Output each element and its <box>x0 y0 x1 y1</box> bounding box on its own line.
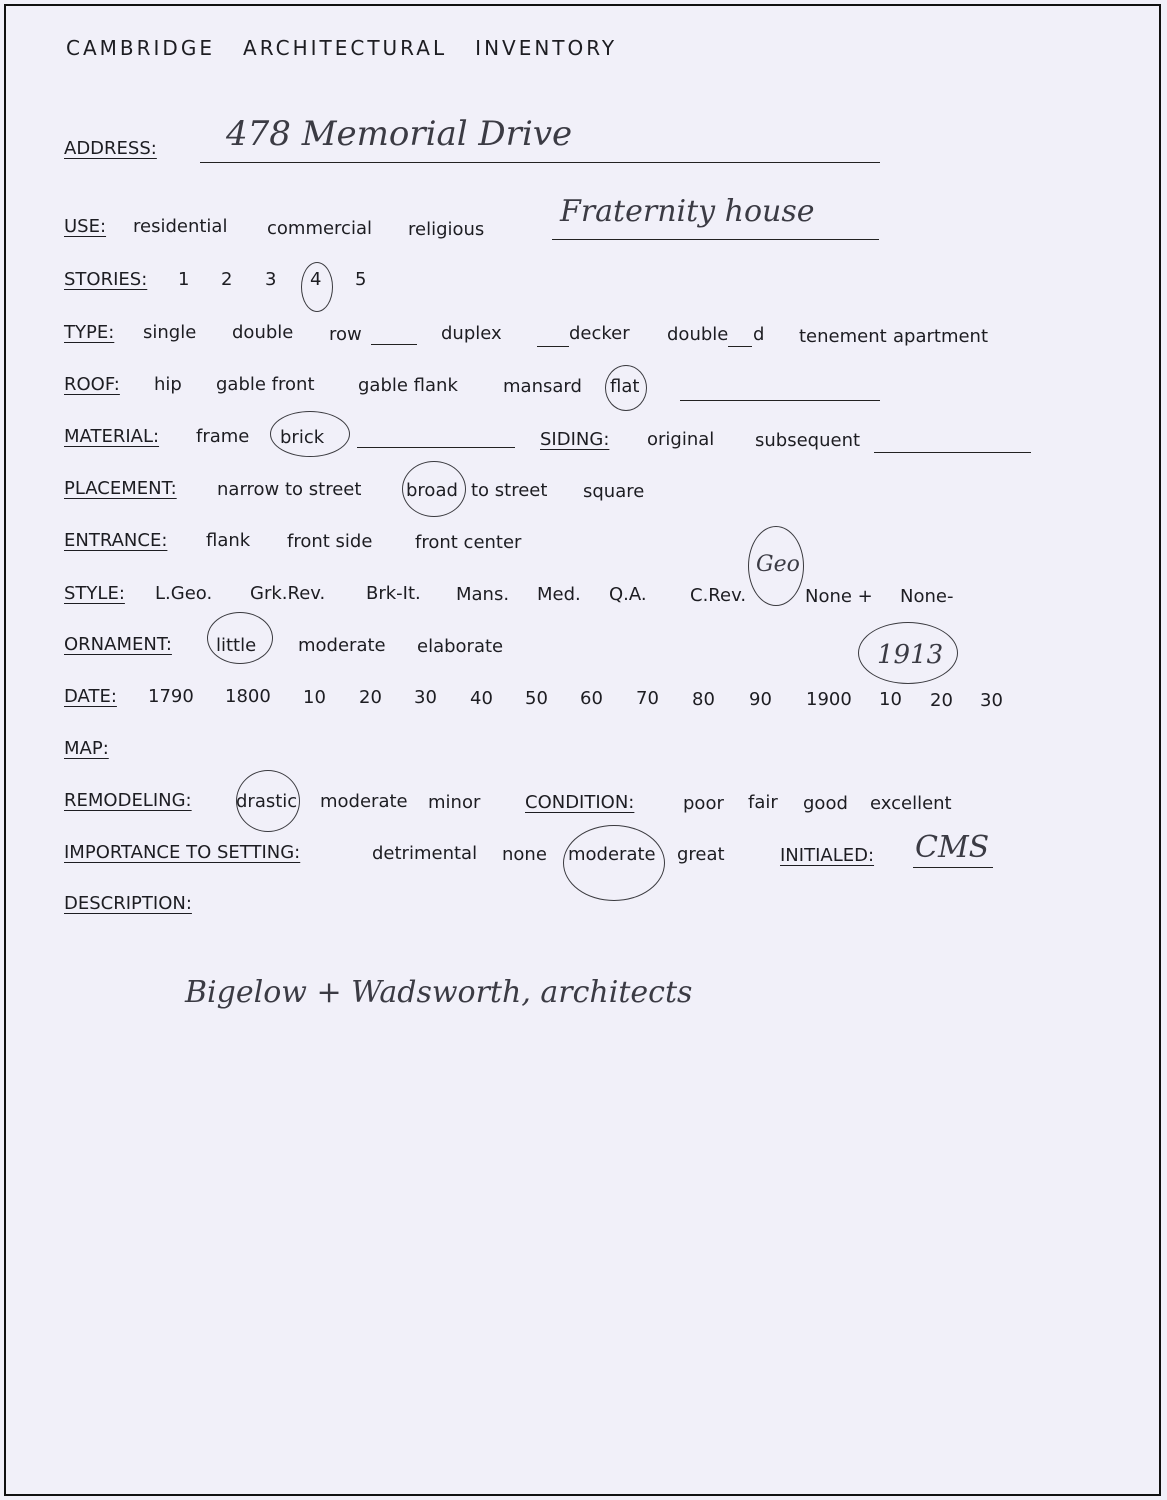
placement-option-broad: broad <box>406 480 458 501</box>
entrance-label: ENTRANCE: <box>64 530 168 551</box>
style-option-l-geo: L.Geo. <box>155 583 213 604</box>
form-title: CAMBRIDGE ARCHITECTURAL INVENTORY <box>66 36 618 60</box>
placement-option-narrow: narrow to street <box>217 479 362 500</box>
entrance-option-front-center: front center <box>415 532 522 553</box>
remodeling-selection-circle <box>236 770 300 832</box>
type-decker-blank <box>537 346 569 347</box>
date-option-1930: 30 <box>980 690 1003 711</box>
placement-option-to-street: to street <box>471 480 548 501</box>
type-label: TYPE: <box>64 322 115 343</box>
type-option-d: d <box>753 324 765 345</box>
ornament-option-elaborate: elaborate <box>417 636 504 657</box>
date-option-1790: 1790 <box>148 686 194 707</box>
stories-selection-circle <box>301 262 333 312</box>
roof-option-flat: flat <box>610 376 640 397</box>
condition-option-good: good <box>803 793 848 814</box>
remodeling-option-minor: minor <box>428 792 481 813</box>
address-handwritten: 478 Memorial Drive <box>226 114 573 154</box>
description-handwritten: Bigelow + Wadsworth, architects <box>185 975 693 1010</box>
style-option-med: Med. <box>537 584 581 605</box>
style-option-none-minus: None- <box>900 586 954 607</box>
use-option-religious: religious <box>408 219 485 240</box>
style-option-grk-rev: Grk.Rev. <box>250 583 326 604</box>
importance-label: IMPORTANCE TO SETTING: <box>64 842 301 863</box>
ornament-label: ORNAMENT: <box>64 634 172 655</box>
siding-label: SIDING: <box>540 429 610 450</box>
date-option-10: 10 <box>303 687 326 708</box>
ornament-option-moderate: moderate <box>298 635 386 656</box>
use-other-handwritten: Fraternity house <box>560 194 815 229</box>
type-double-d-blank <box>728 346 752 347</box>
stories-option-5: 5 <box>355 269 367 290</box>
type-option-double-d: double <box>667 324 729 345</box>
date-option-60: 60 <box>580 688 603 709</box>
style-option-brk-it: Brk-It. <box>366 583 421 604</box>
placement-option-square: square <box>583 481 645 502</box>
use-option-residential: residential <box>133 216 228 237</box>
siding-other-line <box>874 452 1031 453</box>
importance-option-great: great <box>677 844 725 865</box>
date-option-70: 70 <box>636 688 659 709</box>
use-option-commercial: commercial <box>267 218 372 239</box>
date-option-90: 90 <box>749 689 772 710</box>
type-option-double: double <box>232 322 294 343</box>
map-label: MAP: <box>64 738 109 759</box>
stories-option-2: 2 <box>221 269 233 290</box>
importance-option-none: none <box>502 844 547 865</box>
style-handwritten-note: Geo <box>756 552 800 577</box>
type-row-blank <box>371 344 417 345</box>
importance-selection-circle <box>563 825 665 901</box>
material-selection-circle <box>270 411 350 457</box>
style-option-c-rev: C.Rev. <box>690 585 747 606</box>
remodeling-option-moderate: moderate <box>320 791 408 812</box>
condition-option-excellent: excellent <box>870 793 952 814</box>
initialed-line <box>913 867 993 868</box>
type-option-single: single <box>143 322 197 343</box>
condition-label: CONDITION: <box>525 792 635 813</box>
material-other-line <box>357 447 515 448</box>
importance-option-moderate: moderate <box>568 844 656 865</box>
stories-option-3: 3 <box>265 269 277 290</box>
material-option-brick: brick <box>280 427 325 448</box>
date-label: DATE: <box>64 686 117 707</box>
date-option-1920: 20 <box>930 690 953 711</box>
initialed-label: INITIALED: <box>780 845 875 866</box>
style-option-mans: Mans. <box>456 584 510 605</box>
date-handwritten-year: 1913 <box>877 640 944 670</box>
type-option-duplex: duplex <box>441 323 502 344</box>
stories-option-1: 1 <box>178 269 190 290</box>
condition-option-fair: fair <box>748 792 778 813</box>
use-label: USE: <box>64 216 107 237</box>
style-option-qa: Q.A. <box>609 584 647 605</box>
remodeling-label: REMODELING: <box>64 790 192 811</box>
condition-option-poor: poor <box>683 793 724 814</box>
roof-other-line <box>680 400 880 401</box>
date-option-80: 80 <box>692 689 715 710</box>
ornament-selection-circle <box>207 612 273 664</box>
type-option-decker: decker <box>569 323 630 344</box>
address-label: ADDRESS: <box>64 138 157 159</box>
type-option-apartment: apartment <box>893 326 989 347</box>
initials-handwritten: CMS <box>915 830 990 865</box>
roof-option-gable-flank: gable flank <box>358 375 458 396</box>
date-option-50: 50 <box>525 688 548 709</box>
stories-label: STORIES: <box>64 269 148 290</box>
type-option-tenement: tenement <box>799 326 887 347</box>
date-option-40: 40 <box>470 688 493 709</box>
address-line <box>200 162 880 163</box>
material-label: MATERIAL: <box>64 426 160 447</box>
roof-selection-circle <box>605 365 647 411</box>
type-option-row: row <box>329 324 362 345</box>
date-option-1900: 1900 <box>806 689 852 710</box>
ornament-option-little: little <box>216 635 257 656</box>
siding-option-original: original <box>647 429 715 450</box>
entrance-option-front-side: front side <box>287 531 373 552</box>
roof-option-hip: hip <box>154 374 182 395</box>
style-option-none-plus: None + <box>805 586 873 607</box>
roof-label: ROOF: <box>64 374 120 395</box>
material-option-frame: frame <box>196 426 250 447</box>
description-label: DESCRIPTION: <box>64 893 192 914</box>
entrance-option-flank: flank <box>206 530 251 551</box>
date-option-30: 30 <box>414 687 437 708</box>
importance-option-detrimental: detrimental <box>372 843 478 864</box>
roof-option-mansard: mansard <box>503 376 582 397</box>
date-option-20: 20 <box>359 687 382 708</box>
placement-label: PLACEMENT: <box>64 478 177 499</box>
placement-selection-circle <box>402 461 466 517</box>
roof-option-gable-front: gable front <box>216 374 315 395</box>
siding-option-subsequent: subsequent <box>755 430 861 451</box>
stories-option-4: 4 <box>310 269 322 290</box>
remodeling-option-drastic: drastic <box>236 791 298 812</box>
style-label: STYLE: <box>64 583 125 604</box>
date-option-1800: 1800 <box>225 686 271 707</box>
use-other-line <box>552 239 879 240</box>
date-option-1910: 10 <box>879 689 902 710</box>
